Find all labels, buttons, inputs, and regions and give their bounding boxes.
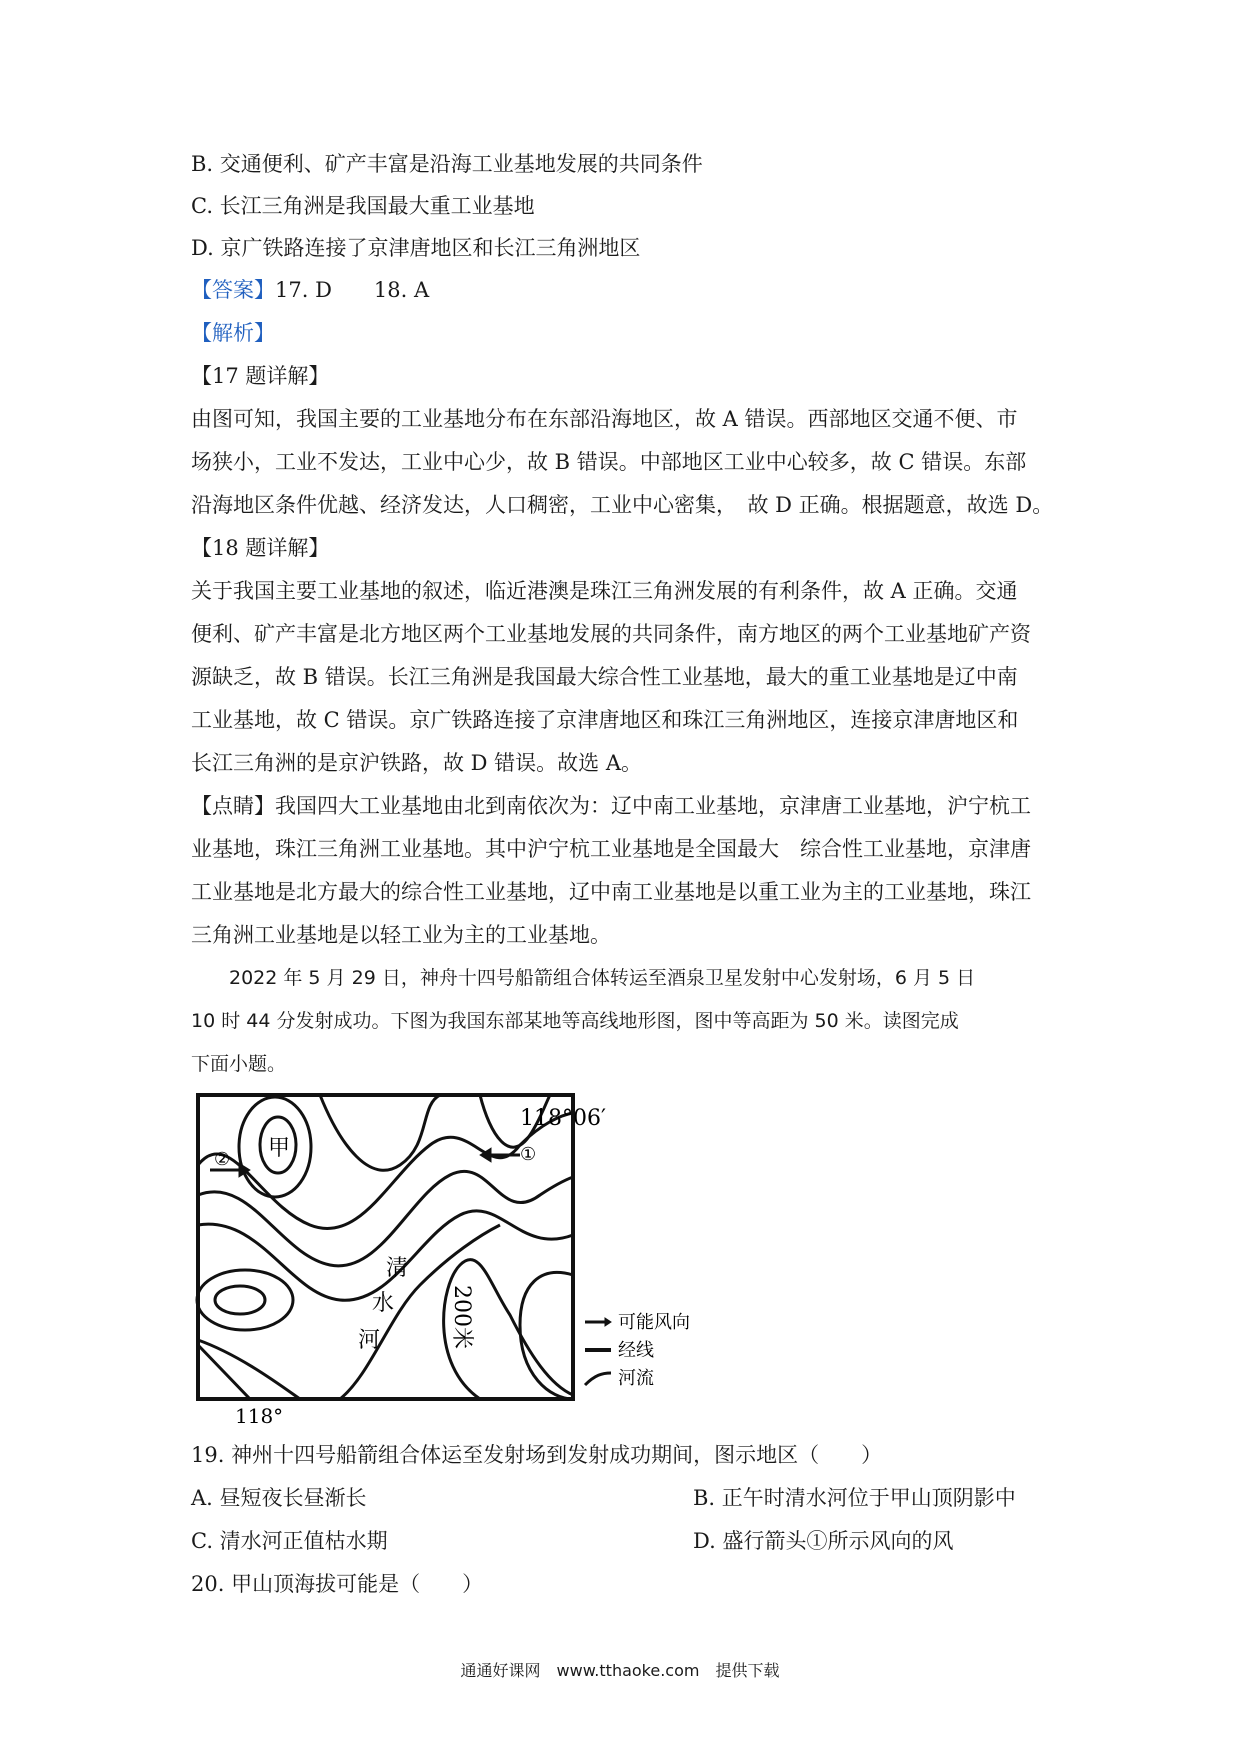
contour-7 — [198, 1340, 300, 1399]
q19-stem: 19. 神州十四号船箭组合体运至发射场到发射成功期间，图示地区（ ） — [191, 1443, 883, 1467]
sw-hill-outer — [197, 1270, 293, 1330]
option-d-prev: D. 京广铁路连接了京津唐地区和长江三角洲地区 — [191, 236, 641, 260]
option-b-prev: B. 交通便利、矿产丰富是沿海工业基地发展的共同条件 — [191, 152, 703, 176]
legend-river — [585, 1373, 611, 1385]
arrow-1-label: ① — [520, 1144, 537, 1165]
q19-option-d: D. 盛行箭头①所示风向的风 — [693, 1529, 954, 1553]
tip-line-4: 三角洲工业基地是以轻工业为主的工业基地。 — [191, 923, 611, 947]
contour-lines — [197, 1095, 573, 1399]
tip-line-1 — [191, 791, 1031, 821]
lon-bottom-label: 118° — [235, 1404, 284, 1425]
option-c-prev: C. 长江三角洲是我国最大重工业基地 — [191, 194, 535, 218]
stem-line-2: 10 时 44 分发射成功。下图为我国东部某地等高线地形图，图中等高距为 50 米。读图完成 — [191, 1010, 959, 1032]
contour-200-label: 200米 — [449, 1285, 474, 1349]
q17-line-1: 由图可知，我国主要的工业基地分布在东部沿海地区，故 A 错误。西部地区交通不便、市 — [191, 407, 1018, 431]
legend-meridian-label: 经线 — [618, 1340, 654, 1361]
legend-wind — [585, 1318, 611, 1326]
q18-line-5: 长江三角洲的是京沪铁路，故 D 错误。故选 A。 — [191, 751, 643, 775]
q17-line-3: 沿海地区条件优越、经济发达，人口稠密，工业中心密集， 故 D 正确。根据题意，故选 D。 — [191, 493, 1054, 517]
map-frame — [198, 1095, 573, 1399]
q20-stem: 20. 甲山顶海拔可能是（ ） — [191, 1572, 484, 1596]
q18-line-4: 工业基地，故 C 错误。京广铁路连接了京津唐地区和珠江三角洲地区，连接京津唐地区和 — [191, 708, 1019, 732]
answer-line — [191, 275, 429, 305]
contour-2 — [198, 1171, 573, 1266]
peak-label: 甲 — [268, 1136, 291, 1161]
tip-label: 【点睛】 — [191, 794, 275, 818]
analysis-label: 【解析】 — [191, 321, 275, 345]
legend-river-label: 河流 — [618, 1368, 654, 1389]
answer-text: 17. D 18. A — [275, 278, 430, 302]
river-char-3: 河 — [358, 1328, 381, 1353]
tip-line-3: 工业基地是北方最大的综合性工业基地，辽中南工业基地是以重工业为主的工业基地，珠江 — [191, 880, 1031, 904]
boundary-line — [198, 1345, 250, 1399]
q19-option-c: C. 清水河正值枯水期 — [191, 1529, 388, 1553]
q19-option-a: A. 昼短夜长昼渐长 — [191, 1486, 367, 1510]
lon-top-label: 118°06′ — [520, 1106, 606, 1131]
contour-4 — [320, 1095, 440, 1170]
q18-line-2: 便利、矿产丰富是北方地区两个工业基地发展的共同条件，南方地区的两个工业基地矿产资 — [191, 622, 1031, 646]
river-char-2: 水 — [372, 1291, 395, 1316]
arrow-2-label: ② — [214, 1149, 231, 1170]
contour-6 — [520, 1272, 573, 1399]
stem-line-3: 下面小题。 — [191, 1053, 287, 1075]
legend-wind-label: 可能风向 — [618, 1312, 690, 1333]
q18-line-3: 源缺乏，故 B 错误。长江三角洲是我国最大综合性工业基地，最大的重工业基地是辽中南 — [191, 665, 1018, 689]
q17-heading: 【17 题详解】 — [191, 364, 330, 388]
page-footer: 通通好课网 www.tthaoke.com 提供下载 — [460, 1661, 780, 1680]
contour-map — [190, 1085, 730, 1425]
map-legend — [585, 1312, 690, 1389]
sw-hill-inner — [215, 1286, 265, 1314]
river-char-1: 清 — [386, 1256, 409, 1281]
q17-line-2: 场狭小，工业不发达，工业中心少，故 B 错误。中部地区工业中心较多，故 C 错误。东部 — [191, 450, 1027, 474]
answer-label: 【答案】 — [191, 278, 275, 302]
tip-line-2: 业基地，珠江三角洲工业基地。其中沪宁杭工业基地是全国最大 综合性工业基地，京津唐 — [191, 837, 1031, 861]
stem-line-1: 2022 年 5 月 29 日，神舟十四号船箭组合体转运至酒泉卫星发射中心发射场，6 月 5 日 — [191, 967, 976, 989]
q18-line-1: 关于我国主要工业基地的叙述，临近港澳是珠江三角洲发展的有利条件，故 A 正确。交通 — [191, 579, 1018, 603]
tip-first: 我国四大工业基地由北到南依次为：辽中南工业基地，京津唐工业基地，沪宁杭工 — [275, 794, 1031, 818]
q19-option-b: B. 正午时清水河位于甲山顶阴影中 — [693, 1486, 1016, 1510]
q18-heading: 【18 题详解】 — [191, 536, 330, 560]
